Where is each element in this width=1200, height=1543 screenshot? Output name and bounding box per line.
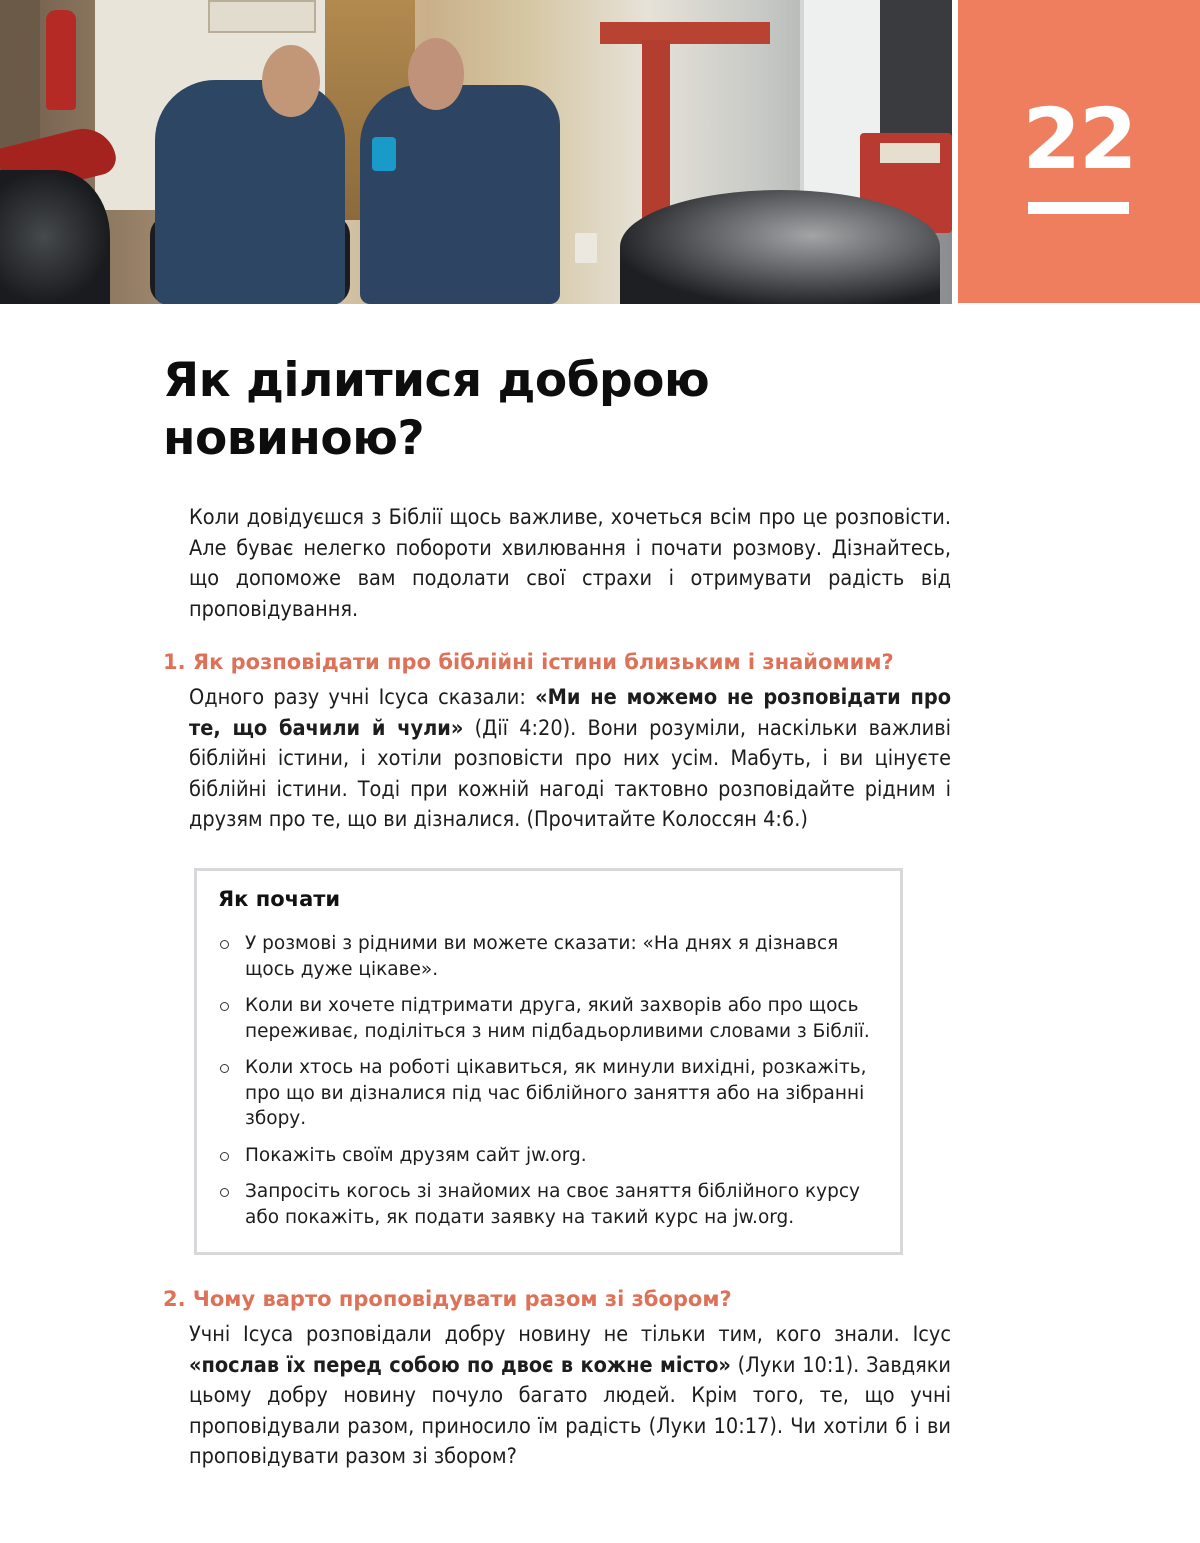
- section-2-text-after: (Луки 10:1). Завдяки цьому добру новину почуло багато людей. Крім того, те, що учні проповідували разом, приносило їм радість (Луки 10:17). Чи хотіли б і ви проповідувати разом зі збором?: [189, 1352, 951, 1469]
- section-2-heading: 2. Чому варто проповідувати разом зі збором?: [163, 1287, 732, 1311]
- section-1-paragraph: [189, 683, 951, 836]
- photo-man1-head: [262, 45, 320, 117]
- photo-man2: [360, 85, 560, 304]
- photo-motorcycle: [620, 190, 940, 304]
- circle-bullet-icon: [220, 1152, 229, 1161]
- photo-man1: [155, 80, 345, 304]
- tip-item: [218, 1143, 878, 1169]
- tip-box: [194, 868, 903, 1255]
- tip-item-text: Запросіть когось зі знайомих на своє заняття біблійного курсу або покажіть, як подати заявку на такий курс на jw.org.: [245, 1181, 860, 1228]
- chapter-block: [958, 0, 1200, 303]
- section-2-text-before: Учні Ісуса розповідали добру новину не тільки тим, кого знали. Ісус: [189, 1322, 951, 1347]
- intro-paragraph: Коли довідуєшся з Біблії щось важливе, хочеться всім про це розповісти. Але буває нелегко побороти хвилювання і почати розмову. Дізнайтесь, що допоможе вам подолати свої страхи і отримувати радість від проповідування.: [189, 505, 951, 622]
- circle-bullet-icon: [220, 1188, 229, 1197]
- tip-item: [218, 993, 878, 1044]
- photo-fire-extinguisher: [46, 10, 76, 110]
- section-2-paragraph: [189, 1320, 951, 1473]
- photo-tire-machine-post: [642, 40, 670, 220]
- section-2-quote: «послав їх перед собою по двоє в кожне місто»: [189, 1352, 731, 1378]
- tip-box-title: Як почати: [218, 887, 341, 911]
- tip-item: [218, 931, 878, 982]
- photo-phone: [372, 137, 396, 171]
- photo-tester-gauge: [880, 143, 940, 163]
- section-1-quote: «Ми не можемо не розповідати про те, що бачили й чули»: [189, 685, 951, 741]
- tip-item: [218, 1179, 878, 1230]
- tip-item-text: Коли хтось на роботі цікавиться, як минули вихідні, розкажіть, про що ви дізналися під час біблійного заняття або на зібранні збору.: [245, 1057, 867, 1129]
- tip-item-text: Покажіть своїм друзям сайт jw.org.: [245, 1144, 587, 1166]
- circle-bullet-icon: [220, 1002, 229, 1011]
- section-1-text-after: (Дії 4:20). Вони розуміли, наскільки важливі біблійні істини, і хотіли розповісти про них усім. Мабуть, і ви цінуєте біблійні істини. Тоді при кожній нагоді тактовно розповідайте рідним і друзям про те, що ви дізналися. (Прочитайте Колоссян 4:6.): [189, 715, 951, 832]
- header-photo: [0, 0, 952, 304]
- photo-wall-sign: [208, 0, 316, 33]
- tip-item-text: У розмові з рідними ви можете сказати: «На днях я дізнався щось дуже цікаве».: [245, 933, 839, 980]
- circle-bullet-icon: [220, 1064, 229, 1073]
- chapter-number: 22: [1022, 90, 1136, 188]
- page-title: [163, 352, 863, 468]
- photo-tire-machine-arm: [600, 22, 770, 44]
- title-line-2: новиною?: [163, 411, 425, 466]
- photo-pegboard: [0, 0, 40, 160]
- photo-coffee-cup: [575, 233, 597, 263]
- title-line-1: Як ділитися доброю: [163, 353, 710, 408]
- tip-item-text: Коли ви хочете підтримати друга, який захворів або про щось переживає, поділіться з ним підбадьорливими словами з Біблії.: [245, 995, 870, 1042]
- section-1-text-before: Одного разу учні Ісуса сказали:: [189, 685, 536, 710]
- photo-man2-head: [408, 38, 464, 110]
- section-1-heading: 1. Як розповідати про біблійні істини близьким і знайомим?: [163, 650, 894, 674]
- tip-item: [218, 1055, 878, 1132]
- circle-bullet-icon: [220, 940, 229, 949]
- chapter-underline: [1028, 202, 1129, 214]
- photo-motorcycle-left: [0, 170, 110, 304]
- tip-list: [218, 931, 878, 1241]
